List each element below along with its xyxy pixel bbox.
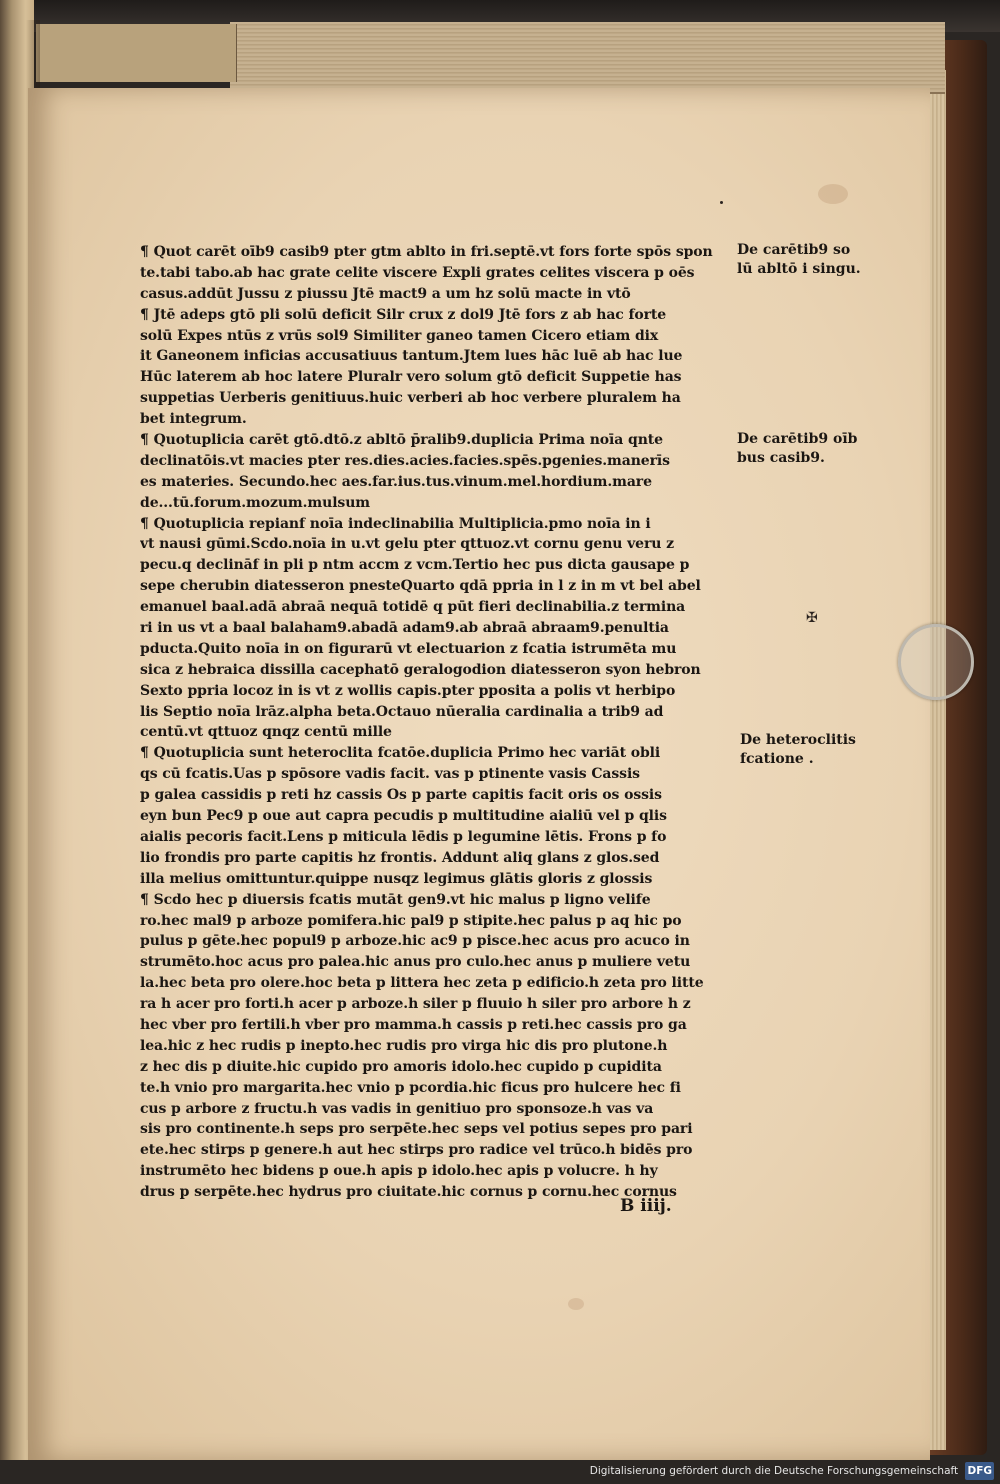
dfg-logo: DFG <box>965 1462 994 1480</box>
text-line: casus.addūt Jussu z piussu Jtē mact9 a um hz solū macte in vtō <box>140 285 631 302</box>
text-line: declinatōis.vt macies pter res.dies.acies.facies.spēs.pgenies.manerīs <box>140 452 670 469</box>
text-line: strumēto.hoc acus pro palea.hic anus pro culo.hec anus p muliere vetu <box>140 954 691 971</box>
text-line: z hec dis p diuite.hic cupido pro amoris idolo.hec cupido p cupidita <box>140 1058 662 1075</box>
text-line: hec vber pro fertili.h vber pro mamma.h cassis p reti.hec cassis pro ga <box>140 1016 687 1033</box>
metal-clasp <box>898 624 974 700</box>
text-line: es materies. Secundo.hec aes.far.ius.tus.vinum.mel.hordium.mare <box>140 473 652 490</box>
text-line: cus p arbore z fructu.h vas vadis in genitiuo pro sponsoze.h vas va <box>140 1100 654 1117</box>
text-line: ¶ Scdo hec p diuersis fcatis mutāt gen9.vt hic malus p ligno velife <box>140 891 651 908</box>
main-text-block <box>140 242 736 1203</box>
spine-label <box>36 24 237 82</box>
text-line: illa melius omittuntur.quippe nusqz legimus glātis gloris z glossis <box>140 870 653 887</box>
text-line: qs cū fcatis.Uas p spōsore vadis facit. vas p ptinente vasis Cassis <box>140 766 640 783</box>
margin-note-3 <box>740 731 856 769</box>
text-line: ete.hec stirps p genere.h aut hec stirps pro radice vel trūco.h bidēs pro <box>140 1142 693 1159</box>
text-line: suppetias Uerberis genitiuus.huic verberi ab hoc verbere pluralem ha <box>140 390 681 407</box>
text-line: la.hec beta pro olere.hoc beta p littera hec zeta p edificio.h zeta pro litte <box>140 975 704 992</box>
text-line: ra h acer pro forti.h acer p arboze.h siler p fluuio h siler pro arbore h z <box>140 996 691 1013</box>
margin-note-1 <box>737 241 861 279</box>
text-line: sepe cherubin diatesseron pnesteQuarto qdā ppria in l z in m vt bel abel <box>140 578 701 595</box>
footer-text: Digitalisierung gefördert durch die Deutsche Forschungsgemeinschaft <box>589 1465 959 1477</box>
margin-note-1-line-2: lū abltō i singu. <box>737 261 861 277</box>
text-line: eyn bun Pec9 p oue aut capra pecudis p multitudine aialiū vel p qlis <box>140 808 667 825</box>
text-line: sis pro continente.h seps pro serpēte.hec seps vel potius sepes pro pari <box>140 1121 693 1138</box>
text-line: pducta.Quito noīa in on figurarū vt electuarion z fcatia istrumēta mu <box>140 640 677 657</box>
footer-credit <box>590 1462 994 1480</box>
page-head-edge <box>230 22 945 94</box>
margin-note-1-line-1: De carētib9 so <box>737 242 851 258</box>
ink-dot <box>720 201 723 204</box>
text-line: sica z hebraica dissilla cacephatō geralogodion diatesseron syon hebron <box>140 661 701 678</box>
text-line: drus p serpēte.hec hydrus pro ciuitate.hic cornus p cornu.hec cornus <box>140 1184 677 1201</box>
margin-note-2-line-1: De carētib9 oīb <box>737 431 858 447</box>
text-line: bet integrum. <box>140 411 247 428</box>
text-line: instrumēto hec bidens p oue.h apis p idolo.hec apis p volucre. h hy <box>140 1163 658 1180</box>
text-line: ri in us vt a baal balaham9.abadā adam9.ab abraā abraam9.penultia <box>140 620 669 637</box>
text-line: centū.vt qttuoz qnqz centū mille <box>140 724 392 741</box>
text-line: solū Expes ntūs z vrūs sol9 Similiter ganeo tamen Cicero etiam dix <box>140 327 659 344</box>
text-line: pecu.q declināf in pli p ntm accm z vcm.Tertio hec pus dicta gausape p <box>140 557 690 574</box>
text-line: Hūc laterem ab hoc latere Pluralr vero solum gtō deficit Suppetie has <box>140 369 682 386</box>
page-stain <box>818 184 848 204</box>
text-line: emanuel baal.adā abraā nequā totidē q pūt fieri declinabilia.z termina <box>140 599 686 616</box>
margin-note-3-line-1: De heteroclitis <box>740 732 856 748</box>
text-line: ro.hec mal9 p arboze pomifera.hic pal9 p stipite.hec palus p aq hic po <box>140 912 682 929</box>
text-line: it Ganeonem inficias accusatiuus tantum.Jtem lues hāc luē ab hac lue <box>140 348 683 365</box>
page-stain <box>568 1298 584 1310</box>
text-line: Sexto ppria locoz in is vt z wollis capis.pter pposita a polis vt herbipo <box>140 682 676 699</box>
text-line: lis Septio noīa lrāz.alpha beta.Octauo nūeralia cardinalia a trib9 ad <box>140 703 664 720</box>
text-line: lea.hic z hec rudis p inepto.hec rudis pro virga hic dis pro plutone.h <box>140 1037 668 1054</box>
marginal-mark: ✠ <box>806 610 818 626</box>
signature-mark: B iiij. <box>620 1196 672 1216</box>
margin-note-2-line-2: bus casib9. <box>737 450 825 466</box>
text-line: ¶ Jtē adeps gtō pli solū deficit Silr crux z dol9 Jtē fors z ab hac forte <box>140 306 667 323</box>
text-line: p galea cassidis p reti hz cassis Os p parte capitis facit oris os ossis <box>140 787 662 804</box>
text-line: vt nausi gūmi.Scdo.noīa in u.vt gelu pter qttuoz.vt cornu genu veru z <box>140 536 674 553</box>
text-line: aialis pecoris facit.Lens p miticula lēdis p legumine lētis. Frons p fo <box>140 828 667 845</box>
text-line: ¶ Quotuplicia sunt heteroclita fcatōe.duplicia Primo hec variāt obli <box>140 745 661 762</box>
text-line: te.tabi tabo.ab hac grate celite viscere Expli grates celites viscera p oēs <box>140 264 695 281</box>
text-line: ¶ Quotuplicia carēt gtō.dtō.z abltō p̄ralib9.duplicia Prima noīa qnte <box>140 432 663 449</box>
text-line: ¶ Quot carēt oīb9 casib9 pter gtm ablto in fri.septē.vt fors forte spōs spon <box>140 244 713 260</box>
margin-note-3-line-2: fcatione . <box>740 751 814 767</box>
text-line: ¶ Quotuplicia repianf noīa indeclinabilia Multiplicia.pmo noīa in i <box>140 515 651 532</box>
text-line: lio frondis pro parte capitis hz frontis. Addunt aliq glans z glos.sed <box>140 849 660 866</box>
text-line: de...tū.forum.mozum.mulsum <box>140 494 370 511</box>
text-line: pulus p gēte.hec popul9 p arboze.hic ac9 p pisce.hec acus pro acuco in <box>140 933 690 950</box>
margin-note-2 <box>737 430 857 468</box>
text-line: te.h vnio pro margarita.hec vnio p pcordia.hic ficus pro hulcere hec fi <box>140 1079 681 1096</box>
